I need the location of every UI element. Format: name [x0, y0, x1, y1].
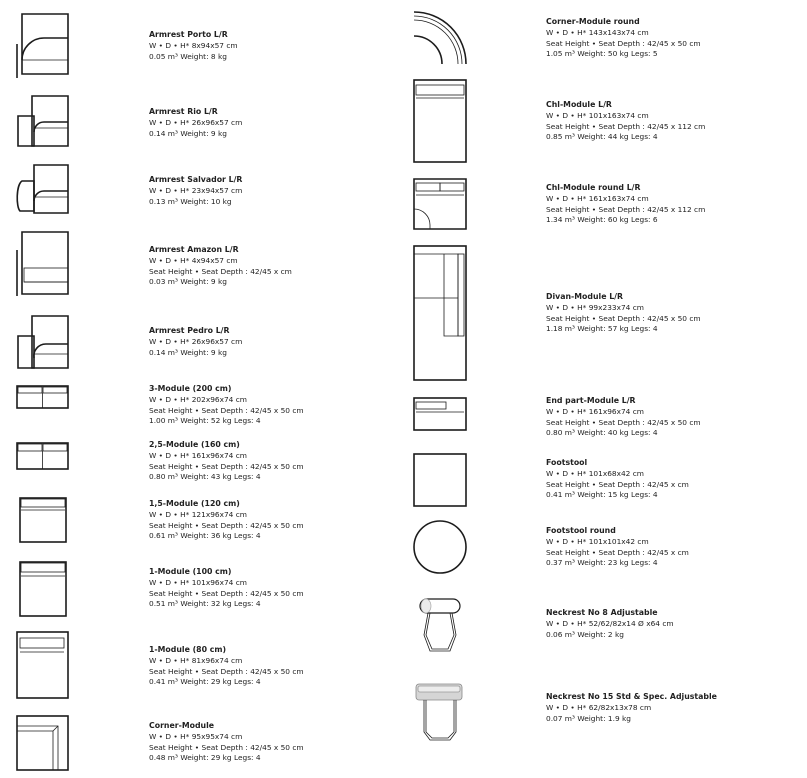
- footstool-drawing: [412, 452, 468, 508]
- one-module-80-drawing: [14, 630, 72, 702]
- spec-divan-module: Divan-Module L/R W • D • H* 99x233x74 cm Seat Height • Seat Depth : 42/45 x 50 cm 1.18 m³ Weight: 57 kg Legs: 4: [546, 292, 701, 334]
- spec-armrest-amazon: Armrest Amazon L/R W • D • H* 4x94x57 cm Seat Height • Seat Depth : 42/45 x cm 0.03 m³ Weight: 9 kg: [149, 245, 292, 287]
- armrest-porto-drawing: [14, 12, 72, 80]
- neckrest-8-drawing: [414, 595, 466, 655]
- spec-end-part-module: End part-Module L/R W • D • H* 161x96x74 cm Seat Height • Seat Depth : 42/45 x 50 cm 0.80 m³ Weight: 40 kg Legs: 4: [546, 396, 701, 438]
- spec-one-half-module: 1,5-Module (120 cm) W • D • H* 121x96x74 cm Seat Height • Seat Depth : 42/45 x 50 cm 0.61 m³ Weight: 36 kg Legs: 4: [149, 499, 304, 541]
- spec-two-half-module: 2,5-Module (160 cm) W • D • H* 161x96x74 cm Seat Height • Seat Depth : 42/45 x 50 cm 0.80 m³ Weight: 43 kg Legs: 4: [149, 440, 304, 482]
- armrest-amazon-drawing: [14, 230, 72, 300]
- spec-one-module-80: 1-Module (80 cm) W • D • H* 81x96x74 cm Seat Height • Seat Depth : 42/45 x 50 cm 0.41 m³ Weight: 29 kg Legs: 4: [149, 645, 304, 687]
- spec-neckrest-8: Neckrest No 8 Adjustable W • D • H* 52/62/82x14 Ø x64 cm 0.06 m³ Weight: 2 kg: [546, 608, 674, 639]
- spec-corner-module-round: Corner-Module round W • D • H* 143x143x74 cm Seat Height • Seat Depth : 42/45 x 50 cm 1.05 m³ Weight: 50 kg Legs: 5: [546, 17, 701, 59]
- spec-armrest-pedro: Armrest Pedro L/R W • D • H* 26x96x57 cm 0.14 m³ Weight: 9 kg: [149, 326, 243, 357]
- neckrest-15-drawing: [414, 680, 466, 742]
- footstool-round-drawing: [412, 519, 468, 575]
- divan-module-drawing: [412, 244, 468, 384]
- armrest-rio-drawing: [14, 94, 72, 150]
- spec-three-module: 3-Module (200 cm) W • D • H* 202x96x74 cm Seat Height • Seat Depth : 42/45 x 50 cm 1.00 m³ Weight: 52 kg Legs: 4: [149, 384, 304, 426]
- three-module-drawing: [14, 384, 72, 410]
- one-half-module-drawing: [14, 496, 72, 546]
- spec-armrest-porto: Armrest Porto L/R W • D • H* 8x94x57 cm 0.05 m³ Weight: 8 kg: [149, 30, 238, 61]
- spec-footstool-round: Footstool round W • D • H* 101x101x42 cm Seat Height • Seat Depth : 42/45 x cm 0.37 m³ Weight: 23 kg Legs: 4: [546, 526, 689, 568]
- armrest-pedro-drawing: [14, 314, 72, 370]
- spec-corner-module: Corner-Module W • D • H* 95x95x74 cm Seat Height • Seat Depth : 42/45 x 50 cm 0.48 m³ Weight: 29 kg Legs: 4: [149, 721, 304, 763]
- chl-module-round-drawing: [412, 177, 468, 231]
- one-module-100-drawing: [14, 560, 72, 618]
- spec-chl-module-round: Chl-Module round L/R W • D • H* 161x163x74 cm Seat Height • Seat Depth : 42/45 x 112 cm 1.34 m³ Weight: 60 kg Legs: 6: [546, 183, 706, 225]
- corner-module-drawing: [14, 714, 72, 772]
- two-half-module-drawing: [14, 441, 72, 471]
- armrest-salvador-drawing: [14, 163, 72, 217]
- spec-one-module-100: 1-Module (100 cm) W • D • H* 101x96x74 cm Seat Height • Seat Depth : 42/45 x 50 cm 0.51 m³ Weight: 32 kg Legs: 4: [149, 567, 304, 609]
- spec-armrest-rio: Armrest Rio L/R W • D • H* 26x96x57 cm 0.14 m³ Weight: 9 kg: [149, 107, 243, 138]
- spec-armrest-salvador: Armrest Salvador L/R W • D • H* 23x94x57 cm 0.13 m³ Weight: 10 kg: [149, 175, 243, 206]
- end-part-module-drawing: [412, 396, 468, 432]
- chl-module-drawing: [412, 78, 468, 164]
- corner-module-round-drawing: [412, 10, 468, 66]
- spec-chl-module: Chl-Module L/R W • D • H* 101x163x74 cm Seat Height • Seat Depth : 42/45 x 112 cm 0.85 m³ Weight: 44 kg Legs: 4: [546, 100, 706, 142]
- spec-neckrest-15: Neckrest No 15 Std & Spec. Adjustable W • D • H* 62/82x13x78 cm 0.07 m³ Weight: 1.9 kg: [546, 692, 717, 723]
- spec-footstool: Footstool W • D • H* 101x68x42 cm Seat Height • Seat Depth : 42/45 x cm 0.41 m³ Weight: 15 kg Legs: 4: [546, 458, 689, 500]
